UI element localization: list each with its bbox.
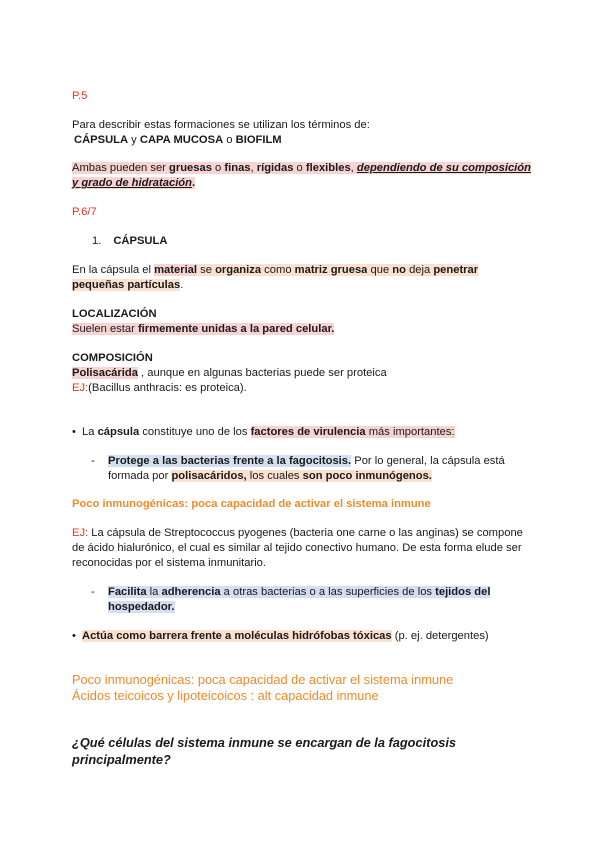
page-ref-p67: P.6/7 <box>72 206 97 218</box>
page-ref-p5: P.5 <box>72 90 88 102</box>
poco-inmunogenicas-1 <box>72 496 431 512</box>
sub1-c: los cuales <box>246 470 303 482</box>
def-e: deja <box>405 264 434 276</box>
sub1-b: formada por <box>108 470 172 482</box>
b1-a: La <box>82 426 98 438</box>
sub2-a: la <box>146 586 162 598</box>
comp-rest: , aunque en algunas bacterias puede ser proteica <box>137 367 387 379</box>
comp-ej-label: EJ: <box>72 382 89 394</box>
orange-block-line-2: Ácidos teicoicos y lipoteicoicos : alt capacidad inmune <box>72 688 379 703</box>
ambas-text-a: Ambas pueden ser <box>72 162 170 174</box>
ambas-o2: o <box>293 162 306 174</box>
ambas-dependiendo: dependiendo de su composición <box>356 162 531 174</box>
def-d: que <box>367 264 393 276</box>
capsula-def-line-1 <box>72 262 478 278</box>
sub2-b: a otras bacterias o a las superficies de los <box>220 586 436 598</box>
ambas-highlight <box>72 162 531 174</box>
ambas-flexibles: flexibles <box>305 162 351 174</box>
sub2-tejidos: tejidos del <box>435 586 491 598</box>
term-o: o <box>223 134 236 146</box>
def-dot: . <box>180 279 184 291</box>
sub1-protege: Protege a las bacterias frente a la fagocitosis. <box>108 455 352 467</box>
b1-c: más importantes: <box>365 426 455 438</box>
sub2-highlight <box>108 586 490 598</box>
loc-b: firmemente unidas a la pared celular. <box>137 323 335 335</box>
term-capa-mucosa: CAPA MUCOSA <box>139 134 224 146</box>
ej2-l1: La cápsula de Streptococcus pyogenes (bacteria one carne o las anginas) se compone <box>88 527 523 539</box>
ambas-c2: , <box>350 162 357 174</box>
intro-text: Para describir estas formaciones se utilizan los términos de: <box>72 119 370 131</box>
bullet-2-text <box>82 628 489 644</box>
section-heading <box>92 233 167 249</box>
ej2-label: EJ: <box>72 527 89 539</box>
ej2-line-3: reconocidas por el sistema inmunitario. <box>72 557 267 569</box>
sub2-hospedador: hospedador. <box>108 601 175 613</box>
section-number: 1. <box>92 235 102 247</box>
bullet-1-text <box>82 424 455 440</box>
question-line-2: principalmente? <box>72 752 171 767</box>
localizacion-heading: LOCALIZACIÓN <box>72 308 157 320</box>
def-no: no <box>392 264 406 276</box>
term-biofilm: BIOFILM <box>235 134 282 146</box>
localizacion-title <box>72 306 157 322</box>
ambas-highlight-2 <box>72 177 195 189</box>
loc-a: Suelen estar <box>72 323 138 335</box>
sub2-adherencia: adherencia <box>161 586 221 598</box>
b1-capsula: cápsula <box>97 426 140 438</box>
b2-actua: Actúa como barrera frente a moléculas hidrófobas tóxicas <box>82 630 392 642</box>
ambas-gruesas: gruesas <box>169 162 212 174</box>
composicion-heading: COMPOSICIÓN <box>72 352 153 364</box>
sub-1-mark: - <box>91 455 95 467</box>
term-capsula: CÁPSULA <box>74 134 129 146</box>
comp-ej-text: (Bacillus anthracis: es proteica). <box>88 382 247 394</box>
bullet-2-mark: • <box>72 630 76 642</box>
b1-factores: factores de virulencia <box>250 426 366 438</box>
ambas-c1: , <box>250 162 257 174</box>
def-c: como <box>261 264 295 276</box>
b2-rest: (p. ej. detergentes) <box>391 630 489 642</box>
ej2-line-2: de ácido hialurónico, el cual es similar al tejido conectivo humano. De esta forma elude ser <box>72 542 522 554</box>
b1-highlight <box>251 426 455 438</box>
sub-2-mark: - <box>91 586 95 598</box>
composicion-ej <box>72 380 247 396</box>
poco1-text: Poco inmunogénicas: poca capacidad de activar el sistema inmune <box>72 498 431 510</box>
def-matriz: matriz gruesa <box>294 264 368 276</box>
def-b: se <box>197 264 216 276</box>
capsula-def-line-2 <box>72 277 183 293</box>
sub2-facilita: Facilita <box>108 586 147 598</box>
sub-1-line-1 <box>108 453 505 469</box>
intro-terms <box>74 132 282 148</box>
localizacion-text <box>72 321 334 337</box>
sub1-a: Por lo general, la cápsula está <box>351 455 505 467</box>
ambas-line-2 <box>72 175 195 191</box>
ambas-o1: o <box>211 162 225 174</box>
def-particulas: pequeñas partículas <box>72 279 181 291</box>
ambas-rigidas: rígidas <box>256 162 294 174</box>
def-a: En la cápsula el <box>72 264 155 276</box>
sub-2-line-1 <box>108 584 490 600</box>
sub-2-line-2 <box>108 599 175 615</box>
ambas-line-1 <box>72 160 531 176</box>
def-penetrar: penetrar <box>433 264 479 276</box>
def-material: material <box>154 264 198 276</box>
question-line-1: ¿Qué células del sistema inmune se encargan de la fagocitosis <box>72 735 457 750</box>
ambas-grado: y grado de hidratación <box>72 177 192 189</box>
ej2-line-1 <box>72 525 523 541</box>
composicion-text <box>72 365 387 381</box>
b1-b: constituye uno de los <box>139 426 251 438</box>
localizacion-highlight <box>72 323 334 335</box>
ambas-dot: . <box>191 177 196 189</box>
ambas-finas: finas <box>224 162 251 174</box>
bullet-1-mark: • <box>72 426 76 438</box>
sub1-polisacaridos: polisacáridos, <box>171 470 247 482</box>
section-title: CÁPSULA <box>113 235 168 247</box>
def-organiza: organiza <box>215 264 262 276</box>
composicion-title <box>72 350 153 366</box>
sub-1-line-2 <box>108 468 432 484</box>
sub1-son: son poco inmunógenos. <box>302 470 432 482</box>
comp-polisacarida: Polisacárida <box>72 367 138 379</box>
orange-block-line-1: Poco inmunogénicas: poca capacidad de activar el sistema inmune <box>72 672 454 687</box>
term-y: y <box>128 134 140 146</box>
